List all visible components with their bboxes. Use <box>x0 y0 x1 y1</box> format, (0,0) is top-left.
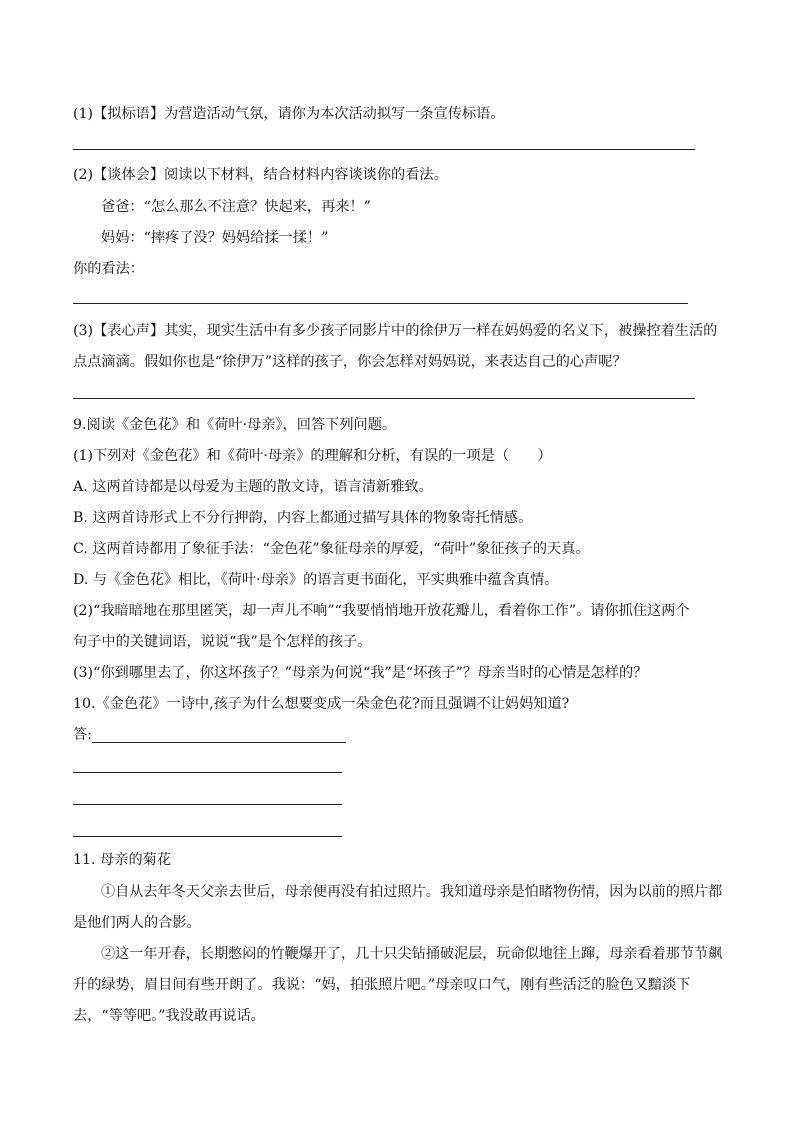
q9-sub1: (1)下列对《金色花》和《荷叶·母亲》的理解和分析，有误的一项是（ ） <box>73 448 552 464</box>
q9-option-c: C. 这两首诗都用了象征手法：“金色花”象征母亲的厚爱，“荷叶”象征孩子的天真。 <box>73 541 590 557</box>
q9-option-d: D. 与《金色花》相比，《荷叶·母亲》的语言更书面化，平实典雅中蕴含真情。 <box>73 572 559 588</box>
q10-answer-line-2 <box>73 772 342 773</box>
q10-answer-label: 答: <box>73 727 92 743</box>
q8-part3-answer-line <box>73 398 695 399</box>
q9-option-a: A. 这两首诗都是以母爱为主题的散文诗，语言清新雅致。 <box>73 479 433 495</box>
q9-sub2-line1: (2)“我暗暗地在那里匿笑，却一声儿不响”“我要悄悄地开放花瓣儿，看着你工作”。请你抓住这两个 <box>73 603 690 619</box>
q8-part3-prompt-line2: 点点滴滴。假如你也是“徐伊万”这样的孩子，你会怎样对妈妈说，来表达自己的心声呢？ <box>73 354 627 370</box>
q10-stem: 10.《金色花》一诗中,孩子为什么想要变成一朵金色花?而且强调不让妈妈知道? <box>73 696 570 712</box>
q8-mom-quote: 妈妈：“摔疼了没？妈妈给揉一揉！” <box>101 230 329 246</box>
q10-answer-line-4 <box>73 836 342 837</box>
q9-sub2-line2: 句子中的关键词语，说说“我”是个怎样的孩子。 <box>73 634 372 650</box>
q10-answer-line-1 <box>92 742 346 743</box>
q8-part3-prompt-line1: (3)【表心声】其实，现实生活中有多少孩子同影片中的徐伊万一样在妈妈爱的名义下，被操控着生活的 <box>73 323 718 339</box>
q8-part2-prompt: (2)【谈体会】阅读以下材料，结合材料内容谈谈你的看法。 <box>73 167 448 183</box>
q9-sub3: (3)“你到哪里去了，你这坏孩子？”母亲为何说“我”是“坏孩子”？母亲当时的心情是怎样的？ <box>73 665 648 681</box>
q8-part1-prompt: (1)【拟标语】为营造活动气氛，请你为本次活动拟写一条宣传标语。 <box>73 106 505 122</box>
q11-para1-line2: 是他们两人的合影。 <box>73 915 201 931</box>
q11-para1-line1: ①自从去年冬天父亲去世后，母亲便再没有拍过照片。我知道母亲是怕睹物伤情，因为以前的照片都 <box>101 884 723 900</box>
q8-part2-answer-line <box>73 303 688 304</box>
q9-stem: 9.阅读《金色花》和《荷叶·母亲》，回答下列问题。 <box>73 417 397 433</box>
q8-dad-quote: 爸爸：“怎么那么不注意？快起来，再来！” <box>101 199 371 215</box>
q11-para2-line1: ②这一年开春，长期憋闷的竹鞭爆开了，几十只尖钻捅破泥层，玩命似地往上蹿，母亲看着那节节飙 <box>101 946 723 962</box>
q11-para2-line2: 升的绿势，眉目间有些开朗了。我说：“妈，拍张照片吧。”母亲叹口气，刚有些活泛的脸色又黯淡下 <box>73 977 691 993</box>
q11-para2-line3: 去，“等等吧。”我没敢再说话。 <box>73 1008 265 1024</box>
q9-option-b: B. 这两首诗形式上不分行押韵，内容上都通过描写具体的物象寄托情感。 <box>73 510 533 526</box>
q8-view-label: 你的看法： <box>73 261 144 277</box>
q10-answer-line-3 <box>73 804 342 805</box>
q11-title: 11. 母亲的菊花 <box>73 852 172 868</box>
q8-part1-answer-line <box>73 149 695 150</box>
